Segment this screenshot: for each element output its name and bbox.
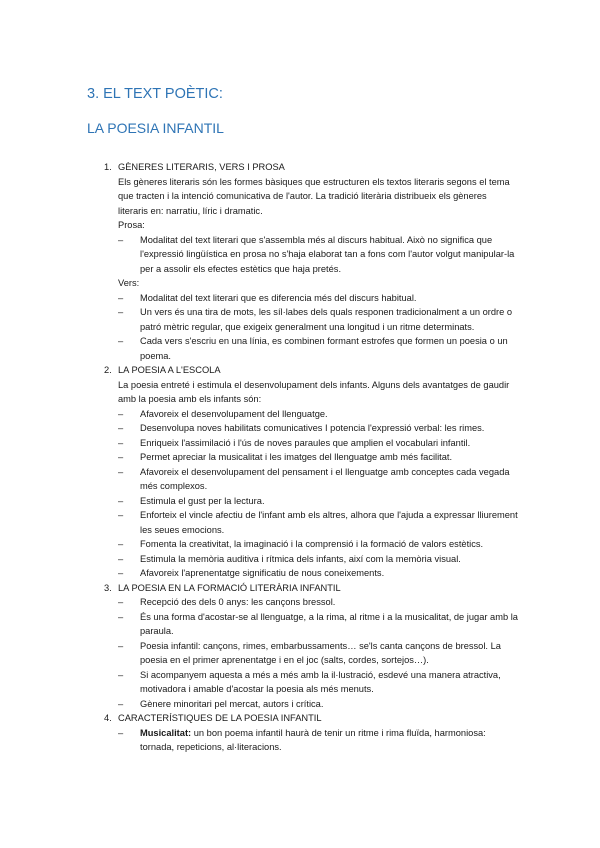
page-heading: 3. EL TEXT POÈTIC:	[87, 86, 223, 102]
list-item: – Afavoreix el desenvolupament del pensament i el llenguatge amb conceptes cada vegada més complexos.	[118, 466, 510, 491]
list-item: – Recepció des dels 0 anys: les cançons bressol.	[118, 597, 336, 607]
list-item: – Afavoreix el desenvolupament del llenguatge.	[118, 408, 328, 419]
formation-list	[118, 595, 518, 711]
section-title: LA POESIA A L'ESCOLA	[118, 365, 221, 375]
page-subheading: LA POESIA INFANTIL	[87, 120, 224, 136]
section-title: LA POESIA EN LA FORMACIÓ LITERÀRIA INFANTIL	[118, 582, 341, 593]
section-title: GÈNERES LITERARIS, VERS I PROSA	[118, 162, 285, 172]
section-number: 4.	[104, 713, 112, 723]
list-item: – Afavoreix l'aprenentatge significatiu de nous coneixements.	[118, 568, 385, 578]
characteristic-term: Musicalitat:	[140, 727, 192, 738]
vers-list	[118, 291, 518, 364]
section-3	[96, 581, 518, 712]
list-item: – Estimula el gust per la lectura.	[118, 495, 265, 506]
section-1	[96, 160, 518, 363]
document-body	[96, 160, 518, 755]
section-number: 1.	[104, 162, 112, 172]
prosa-list	[118, 233, 518, 277]
section-title: CARACTERÍSTIQUES DE LA POESIA INFANTIL	[118, 713, 322, 723]
vers-label: Vers:	[118, 278, 140, 288]
list-item: – Enforteix el vincle afectiu de l'infant amb els altres, alhora que l'ajuda a expressar lliurement les seues emocions.	[118, 510, 518, 535]
list-item: – Permet apreciar la musicalitat i les imatges del llenguatge amb més facilitat.	[118, 452, 453, 462]
list-item: – Cada vers s'escriu en una línia, es combinen formant estrofes que formen un poesia o un poema.	[118, 336, 508, 361]
list-item: – Enriqueix l'assimilació i l'ús de noves paraules que amplien el vocabulari infantil.	[118, 437, 471, 448]
list-item: – Musicalitat: un bon poema infantil haurà de tenir un ritme i rima fluïda, harmoniosa: tornada, repeticions, al·literacions.	[118, 727, 486, 752]
list-item: – Si acompanyem aquesta a més a més amb la il·lustració, esdevé una manera atractiva, motivadora i amable d'acostar la poesia als més menuts.	[118, 669, 501, 694]
advantages-list	[118, 407, 518, 581]
list-item: – Modalitat del text literari que s'assembla més al discurs habitual. Això no significa que l'expressió lingüística en prosa no s'haja elaborat tan a fons com l'autor volgut manipular-la per a assolir els efectes estètics que haja pretés.	[118, 234, 515, 274]
list-item: – Fomenta la creativitat, la imaginació i la comprensió i la formació de valors estètics.	[118, 539, 484, 549]
list-item: – Un vers és una tira de mots, les síl·labes dels quals responen tradicionalment a un ordre o patró mètric regular, que exigeix generalment una longitud i un ritme determinats.	[118, 307, 513, 332]
section-number: 2.	[104, 365, 112, 375]
list-item: – Modalitat del text literari que es diferencia més del discurs habitual.	[118, 292, 417, 303]
section-number: 3.	[104, 582, 112, 593]
section-4	[96, 711, 518, 755]
section-intro: Els gèneres literaris són les formes bàsiques que estructuren els textos literaris segons el tema que tracten i la intenció comunicativa de l'autor. La tradició literària distribueix els gèneres literaris en: narratiu, líric i dramatic.	[118, 176, 510, 216]
prosa-label: Prosa:	[118, 220, 145, 230]
list-item: – Desenvolupa noves habilitats comunicatives I potencia l'expressió verbal: les rimes.	[118, 423, 485, 433]
characteristics-list	[118, 726, 518, 755]
list-item: – Gènere minoritari pel mercat, autors i crítica.	[118, 698, 324, 709]
list-item: – És una forma d'acostar-se al llenguatge, a la rima, al ritme i a la musicalitat, de jugar amb la paraula.	[118, 611, 518, 636]
section-intro: La poesia entreté i estimula el desenvolupament dels infants. Alguns dels avantatges de gaudir amb la poesia amb els infants són:	[118, 379, 510, 404]
list-item: – Estimula la memòria auditiva i rítmica dels infants, així com la memòria visual.	[118, 553, 461, 564]
list-item: – Poesia infantil: cançons, rimes, embarbussaments… se'ls canta cançons de bressol. La poesia en el primer aprenentatge i en el joc (salts, cordes, sortejos…).	[118, 640, 501, 665]
section-2	[96, 363, 518, 581]
